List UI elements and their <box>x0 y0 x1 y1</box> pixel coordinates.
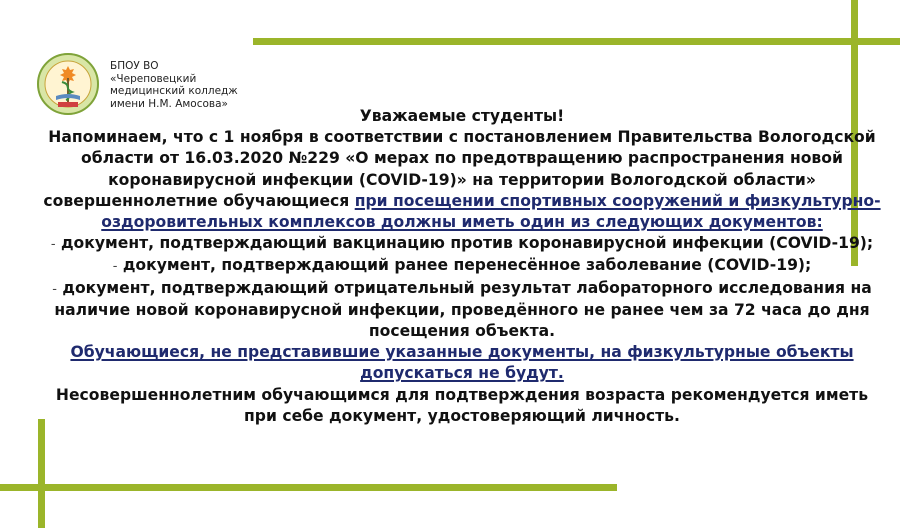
college-name <box>110 60 238 110</box>
list-dash: - <box>52 281 57 297</box>
notice-greeting: Уважаемые студенты! <box>359 107 565 125</box>
notice-intro-highlight: при посещении спортивных сооружений и физкультурно-оздоровительных комплексов должны иметь один из следующих документов: <box>101 191 881 232</box>
notice-intro-text: Напоминаем, что с 1 ноября в соответствии с постановлением Правительства Вологодской области от 16.03.2020 №229 «О мерах по предотвращению распространения новой коронавирусной инфекции (COVID-19)» на территории Вологодской области» совершеннолетние обучающиеся <box>43 128 876 210</box>
notice-warning-text: Обучающиеся, не представившие указанные документы, на физкультурные объекты допускаться не будут. <box>70 343 854 383</box>
college-name-line-1: БПОУ ВО <box>110 60 159 72</box>
requirement-item <box>40 255 884 277</box>
requirement-item <box>40 278 884 343</box>
list-dash: - <box>112 259 118 275</box>
college-name-line-4: имени Н.М. Амосова» <box>110 97 228 110</box>
requirement-item <box>40 233 884 255</box>
requirement-item-text: документ, подтверждающий отрицательный результат лабораторного исследования на наличие новой коронавирусной инфекции, проведённого не ранее чем за 72 часа до дня посещения объекта. <box>54 278 872 341</box>
notice-footer: Несовершеннолетним обучающимся для подтверждения возраста рекомендуется иметь при себе документ, удостоверяющий личность. <box>55 385 869 425</box>
notice-body <box>40 106 884 427</box>
notice-intro <box>40 127 884 233</box>
decorative-bar-bottom <box>0 484 617 491</box>
requirement-item-text: документ, подтверждающий ранее перенесённое заболевание (COVID-19); <box>122 256 812 275</box>
requirement-item-text: документ, подтверждающий вакцинацию против коронавирусной инфекции (COVID-19); <box>60 234 874 253</box>
list-dash: - <box>50 237 56 253</box>
college-name-line-2: «Череповецкий <box>110 72 197 85</box>
notice-warning <box>40 342 884 384</box>
college-name-line-3: медицинский колледж <box>110 85 238 97</box>
decorative-bar-top <box>253 38 900 45</box>
decorative-bar-left <box>38 419 45 528</box>
